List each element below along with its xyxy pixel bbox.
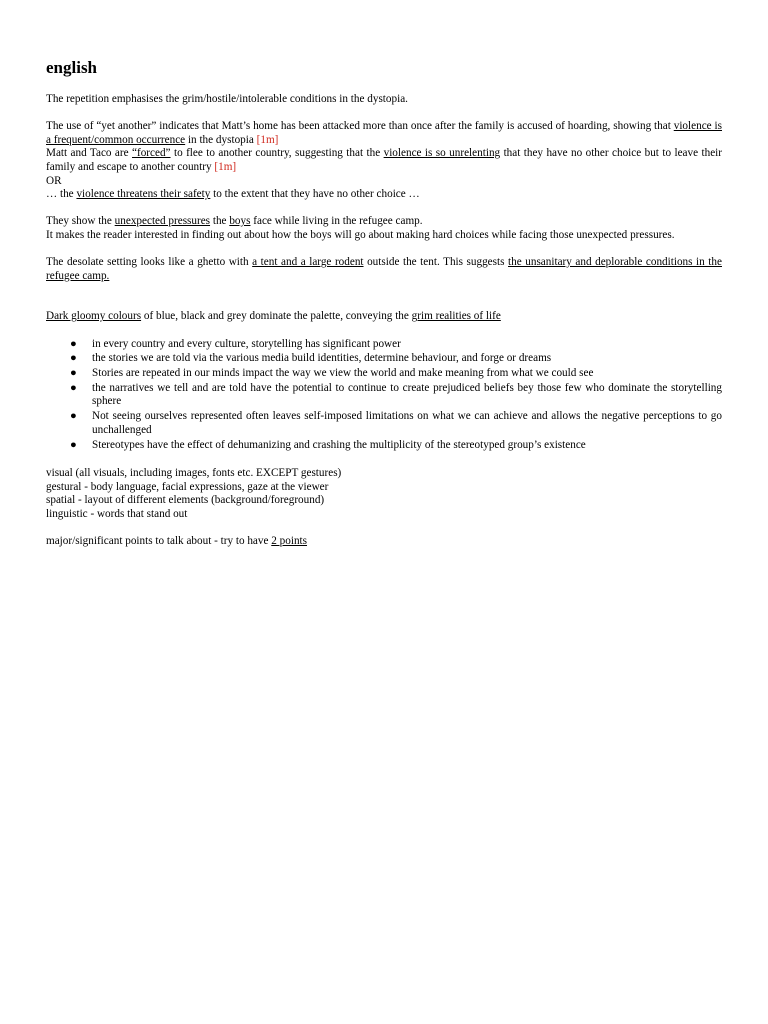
text: major/significant points to talk about - try to have [46,534,272,547]
underlined-phrase: unexpected pressures [114,215,211,228]
paragraph-safety [46,188,722,202]
underlined-phrase: grim realities of life [411,310,501,323]
list-item-text: Stereotypes have the effect of dehumanizing and crashing the multiplicity of the stereotyped group’s existence [92,438,586,451]
underlined-phrase: violence is so unrelenting [383,147,501,160]
underlined-phrase: a tent and a large rodent [252,256,364,269]
paragraph-reader-interest: It makes the reader interested in finding out about how the boys will go about making hard choices while facing those unexpected pressures. [46,228,675,241]
mark-badge: [1m] [256,133,279,146]
text: They show the [46,215,115,228]
text: The desolate setting looks like a ghetto with [46,256,253,269]
list-item [46,367,722,381]
paragraph-pressures [46,215,722,229]
list-item [46,382,722,409]
document-page [46,58,722,549]
bullet-list [46,338,722,453]
spacer [46,202,722,216]
list-item-text: the stories we are told via the various media build identities, determine behaviour, and forge or dreams [92,352,552,365]
underlined-phrase: violence is a frequent/common occurrence [46,120,722,146]
underlined-phrase: “forced” [132,147,171,160]
text: outside the tent. This suggests [363,256,509,269]
mode-visual: visual (all visuals, including images, fonts etc. EXCEPT gestures) [46,466,342,479]
text: to flee to another country, suggesting that the [170,147,384,160]
bullet-icon: ● [70,367,77,380]
bullet-icon: ● [70,352,77,365]
text: that they have no other choice but to leave their family and escape to another country [46,147,722,173]
spacer [46,521,722,535]
list-item [46,338,722,352]
spacer [46,283,722,310]
text: in the dystopia [185,133,257,146]
list-item-text: Not seeing ourselves represented often leaves self-imposed limitations on what we can achieve and allows the negative perceptions to go unchallenged [92,410,722,436]
paragraph-repetition: The repetition emphasises the grim/hostile/intolerable conditions in the dystopia. [46,93,408,105]
text: of blue, black and grey dominate the palette, conveying the [141,310,412,323]
text: to the extent that they have no other choice … [210,188,420,201]
spacer [46,453,722,467]
paragraph-yet-another [46,120,722,147]
spacer [46,324,722,338]
text: face while living in the refugee camp. [250,215,423,228]
document-title: english [46,58,98,77]
spacer [46,243,722,257]
underlined-phrase: boys [229,215,251,228]
paragraph-closing [46,535,722,549]
text: the [210,215,230,228]
bullet-icon: ● [70,381,77,394]
paragraph-colours [46,310,722,324]
list-item-text: the narratives we tell and are told have the potential to continue to create prejudiced beliefs bey those few who dominate the storytelling sphere [92,381,722,408]
list-item [46,410,722,437]
text: The use of “yet another” indicates that Matt’s home has been attacked more than once after the family is accused of hoarding, showing that [46,120,674,133]
list-item [46,439,722,453]
underlined-phrase: Dark gloomy colours [46,310,142,323]
list-item-text: Stories are repeated in our minds impact the way we view the world and make meaning from what we could see [92,367,594,380]
underlined-phrase: the unsanitary and deplorable conditions in the refugee camp. [46,256,722,282]
list-item [46,352,722,366]
paragraph-forced [46,147,722,174]
text: … the [46,188,77,201]
underlined-phrase: 2 points [271,534,308,547]
bullet-icon: ● [70,438,77,451]
mode-linguistic: linguistic - words that stand out [46,507,188,520]
underlined-phrase: violence threatens their safety [76,188,211,201]
or-separator: OR [46,174,62,187]
mode-spatial: spatial - layout of different elements (background/foreground) [46,494,325,507]
mark-badge: [1m] [214,160,237,173]
bullet-icon: ● [70,337,77,350]
list-item-text: in every country and every culture, storytelling has significant power [92,337,401,350]
paragraph-setting [46,256,722,283]
spacer [46,107,722,121]
mode-gestural: gestural - body language, facial expressions, gaze at the viewer [46,480,329,493]
text: Matt and Taco are [46,147,133,160]
bullet-icon: ● [70,410,77,423]
